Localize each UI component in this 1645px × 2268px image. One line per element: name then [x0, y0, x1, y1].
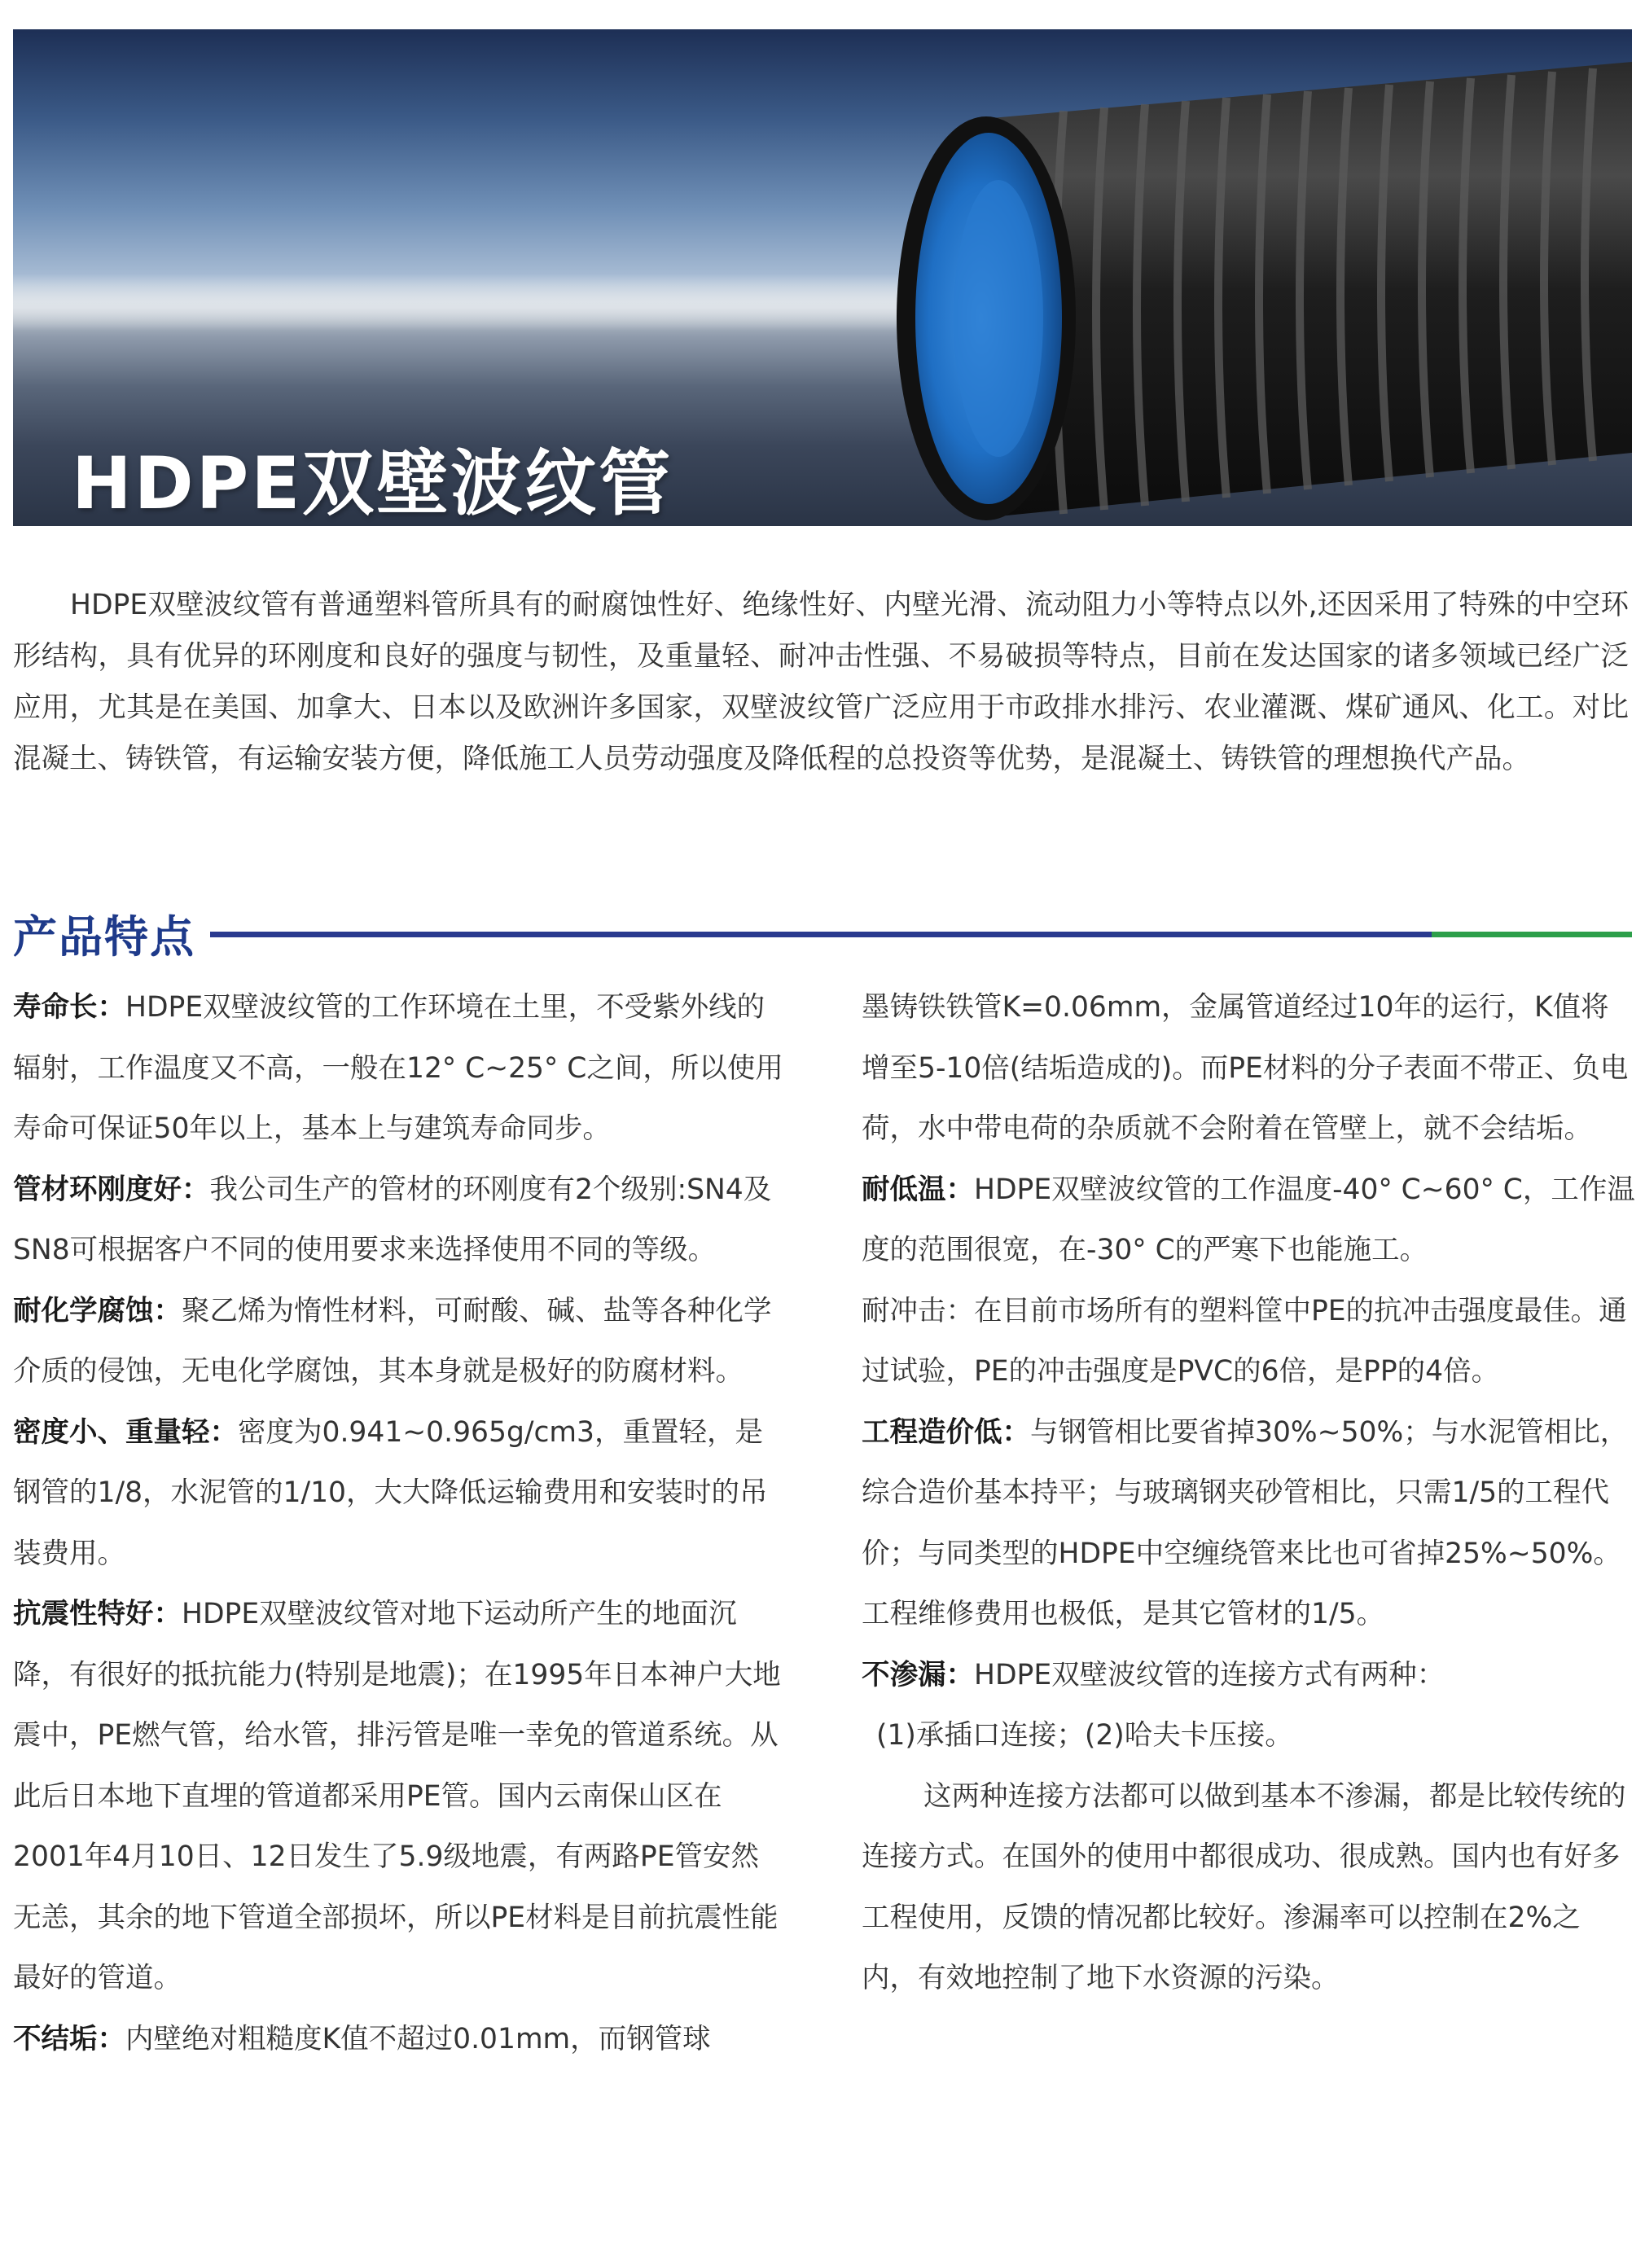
feature-no-leakage — [862, 1645, 1635, 1706]
features-left-column — [13, 977, 787, 2069]
feature-seismic — [13, 1584, 787, 2009]
feature-label: 耐低温： — [862, 1173, 974, 1206]
feature-label: 不渗漏： — [862, 1658, 974, 1691]
feature-text: 内壁绝对粗糙度K值不超过0.01mm，而钢管球 — [125, 2022, 711, 2055]
feature-text: 密度为0.941~0.965g/cm3，重置轻，是钢管的1/8，水泥管的1/10，大大降低运输费用和安装时的吊装费用。 — [13, 1415, 768, 1570]
feature-long-life — [13, 977, 787, 1160]
hero-banner — [13, 29, 1632, 526]
intro-paragraph: HDPE双壁波纹管有普通塑料管所具有的耐腐蚀性好、绝缘性好、内壁光滑、流动阻力小等特点以外,还因采用了特殊的中空环形结构，具有优异的环刚度和良好的强度与韧性，及重量轻、耐冲击性强、不易破损等特点，目前在发达国家的诸多领域已经广泛应用，尤其是在美国、加拿大、日本以及欧洲许多国家，双壁波纹管广泛应用于市政排水排污、农业灌溉、煤矿通风、化工。对比混凝土、铸铁管，有运输安装方便，降低施工人员劳动强度及降低程的总投资等优势，是混凝土、铸铁管的理想换代产品。 — [13, 589, 1629, 775]
features-right-column — [862, 977, 1635, 2009]
feature-low-cost — [862, 1402, 1635, 1645]
feature-label: 管材环刚度好： — [13, 1173, 210, 1206]
feature-text: HDPE双壁波纹管的工作环境在土里，不受紫外线的辐射，工作温度又不高，一般在12° C~25° C之间，所以使用寿命可保证50年以上，基本上与建筑寿命同步。 — [13, 991, 783, 1145]
feature-low-temperature — [862, 1160, 1635, 1281]
feature-ring-stiffness — [13, 1160, 787, 1281]
feature-label: 耐化学腐蚀： — [13, 1294, 182, 1327]
feature-text: 我公司生产的管材的环刚度有2个级别:SN4及SN8可根据客户不同的使用要求来选择使用不同的等级。 — [13, 1173, 772, 1266]
feature-label: 不结垢： — [13, 2022, 125, 2055]
feature-no-scaling-continued: 墨铸铁铁管K=0.06mm，金属管道经过10年的运行，K值将增至5-10倍(结垢造成的)。而PE材料的分子表面不带正、负电荷，水中带电荷的杂质就不会附着在管壁上，就不会结垢。 — [862, 991, 1629, 1145]
feature-text: 与钢管相比要省掉30%~50%；与水泥管相比，综合造价基本持平；与玻璃钢夹砂管相比，只需1/5的工程代价；与同类型的HDPE中空缠绕管来比也可省掉25%~50%。工程维修费用也极低，是其它管材的1/5。 — [862, 1415, 1629, 1630]
feature-label: 工程造价低： — [862, 1415, 1030, 1449]
divider-blue — [210, 932, 1432, 937]
section-title: 产品特点 — [13, 911, 195, 963]
feature-label: 密度小、重量轻： — [13, 1415, 238, 1449]
feature-label: 抗震性特好： — [13, 1598, 182, 1630]
feature-text: HDPE双壁波纹管对地下运动所产生的地面沉降，有很好的抵抗能力(特别是地震)；在1995年日本神户大地震中，PE燃气管，给水管，排污管是唯一幸免的管道系统。从此后日本地下直埋的管道都采用PE管。国内云南保山区在2001年4月10日、12日发生了5.9级地震，有两路PE管安然无恙，其余的地下管道全部损坏，所以PE材料是目前抗震性能最好的管道。 — [13, 1598, 781, 1994]
feature-chemical-resistance — [13, 1281, 787, 1402]
feature-impact: 耐冲击：在目前市场所有的塑料筐中PE的抗冲击强度最佳。通过试验，PE的冲击强度是PVC的6倍，是PP的4倍。 — [862, 1294, 1627, 1388]
page-title: HDPE双壁波纹管 — [72, 441, 673, 525]
feature-no-scaling — [13, 2009, 787, 2070]
feature-label: 寿命长： — [13, 991, 125, 1024]
feature-light-weight — [13, 1402, 787, 1585]
section-header — [13, 902, 1632, 967]
feature-text: 聚乙烯为惰性材料，可耐酸、碱、盐等各种化学介质的侵蚀，无电化学腐蚀，其本身就是极好的防腐材料。 — [13, 1294, 772, 1388]
feature-text: HDPE双壁波纹管的工作温度-40° C~60° C，工作温度的范围很宽，在-30° C的严寒下也能施工。 — [862, 1173, 1635, 1266]
leakage-paragraph: 这两种连接方法都可以做到基本不渗漏，都是比较传统的连接方式。在国外的使用中都很成功、很成熟。国内也有好多工程使用，反馈的情况都比较好。渗漏率可以控制在2%之内，有效地控制了地下水资源的污染。 — [862, 1779, 1626, 1994]
connection-methods: (1)承插口连接；(2)哈夫卡压接。 — [876, 1719, 1293, 1752]
divider-green — [1432, 932, 1632, 937]
feature-text: HDPE双壁波纹管的连接方式有两种： — [974, 1658, 1445, 1691]
